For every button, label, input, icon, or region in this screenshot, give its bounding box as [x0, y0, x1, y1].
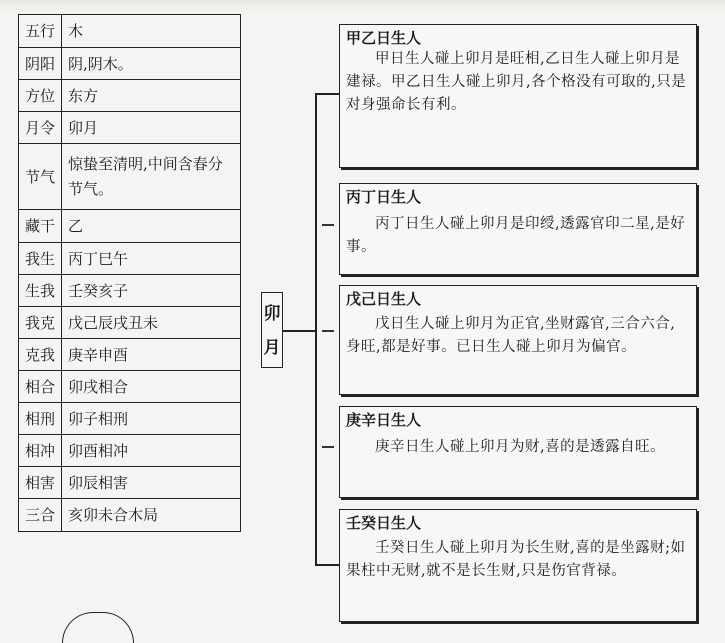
attr-key: 五行	[19, 15, 62, 48]
attr-key: 节气	[19, 144, 62, 210]
table-row	[19, 15, 241, 48]
attr-value: 卯酉相冲	[62, 435, 241, 467]
attr-key: 方位	[19, 80, 62, 112]
attr-value: 惊蛰至清明,中间含春分节气。	[62, 144, 241, 210]
table-row	[19, 112, 241, 144]
attr-value: 卯戌相合	[62, 371, 241, 403]
box-body: 庚辛日生人碰上卯月为财,喜的是透露自旺。	[375, 439, 666, 455]
attr-value: 乙	[62, 210, 241, 243]
attr-value: 庚辛申酉	[62, 339, 241, 371]
table-row	[19, 403, 241, 435]
table-row	[19, 435, 241, 467]
attr-value: 卯月	[62, 112, 241, 144]
table-row	[19, 307, 241, 339]
attr-key: 月令	[19, 112, 62, 144]
attr-key: 相刑	[19, 403, 62, 435]
explanation-box	[339, 183, 697, 275]
explanation-box	[339, 24, 697, 168]
explanation-box	[339, 406, 697, 498]
attr-key: 我生	[19, 243, 62, 275]
attr-value: 壬癸亥子	[62, 275, 241, 307]
connector-branch	[315, 564, 339, 566]
table-row	[19, 210, 241, 243]
attr-value: 卯子相刑	[62, 403, 241, 435]
attr-key: 藏干	[19, 210, 62, 243]
attr-key: 相冲	[19, 435, 62, 467]
connector-tick	[322, 224, 334, 226]
table-row	[19, 144, 241, 210]
attribute-table	[18, 14, 241, 532]
attr-key: 相害	[19, 467, 62, 499]
table-row	[19, 499, 241, 532]
center-label-char: 卯	[263, 304, 281, 324]
box-body: 壬癸日生人碰上卯月为长生财,喜的是坐露财;如果柱中无财,就不是长生财,只是伤官背禄。	[346, 540, 686, 579]
attr-value: 木	[62, 15, 241, 48]
box-title: 丙丁日生人	[346, 188, 422, 206]
attr-value: 阴,阴木。	[62, 48, 241, 80]
explanation-box	[339, 285, 697, 395]
box-body: 甲日生人碰上卯月是旺相,乙日生人碰上卯月是建禄。甲乙日生人碰上卯月,各个格没有可取的,只是对身强命长有利。	[346, 51, 687, 113]
table-row	[19, 275, 241, 307]
connector-tick	[322, 446, 334, 448]
connector-branch	[315, 93, 339, 95]
attr-value: 丙丁巳午	[62, 243, 241, 275]
box-title: 戊己日生人	[346, 290, 422, 308]
center-label-char: 月	[263, 338, 281, 358]
box-title: 庚辛日生人	[346, 411, 422, 429]
connector-tick	[322, 330, 334, 332]
cropped-ornament	[62, 612, 134, 643]
scan-edge	[0, 0, 725, 12]
box-title: 壬癸日生人	[346, 514, 422, 532]
box-title: 甲乙日生人	[346, 29, 422, 47]
connector-line	[283, 330, 316, 332]
attr-key: 三合	[19, 499, 62, 532]
attr-key: 生我	[19, 275, 62, 307]
attr-value: 卯辰相害	[62, 467, 241, 499]
table-row	[19, 371, 241, 403]
table-row	[19, 243, 241, 275]
box-body: 丙丁日生人碰上卯月是印绶,透露官印二星,是好事。	[346, 216, 686, 255]
attr-key: 克我	[19, 339, 62, 371]
center-label	[261, 292, 283, 368]
attr-value: 东方	[62, 80, 241, 112]
table-row	[19, 48, 241, 80]
table-row	[19, 80, 241, 112]
attr-key: 阴阳	[19, 48, 62, 80]
attr-key: 相合	[19, 371, 62, 403]
explanation-box	[339, 509, 697, 622]
attr-value: 亥卯未合木局	[62, 499, 241, 532]
connector-spine	[315, 93, 317, 565]
attr-value: 戊己辰戌丑未	[62, 307, 241, 339]
attr-key: 我克	[19, 307, 62, 339]
box-body: 戊日生人碰上卯月为正官,坐财露官,三合六合,身旺,都是好事。已日生人碰上卯月为偏官。	[346, 316, 676, 355]
table-row	[19, 467, 241, 499]
table-row	[19, 339, 241, 371]
